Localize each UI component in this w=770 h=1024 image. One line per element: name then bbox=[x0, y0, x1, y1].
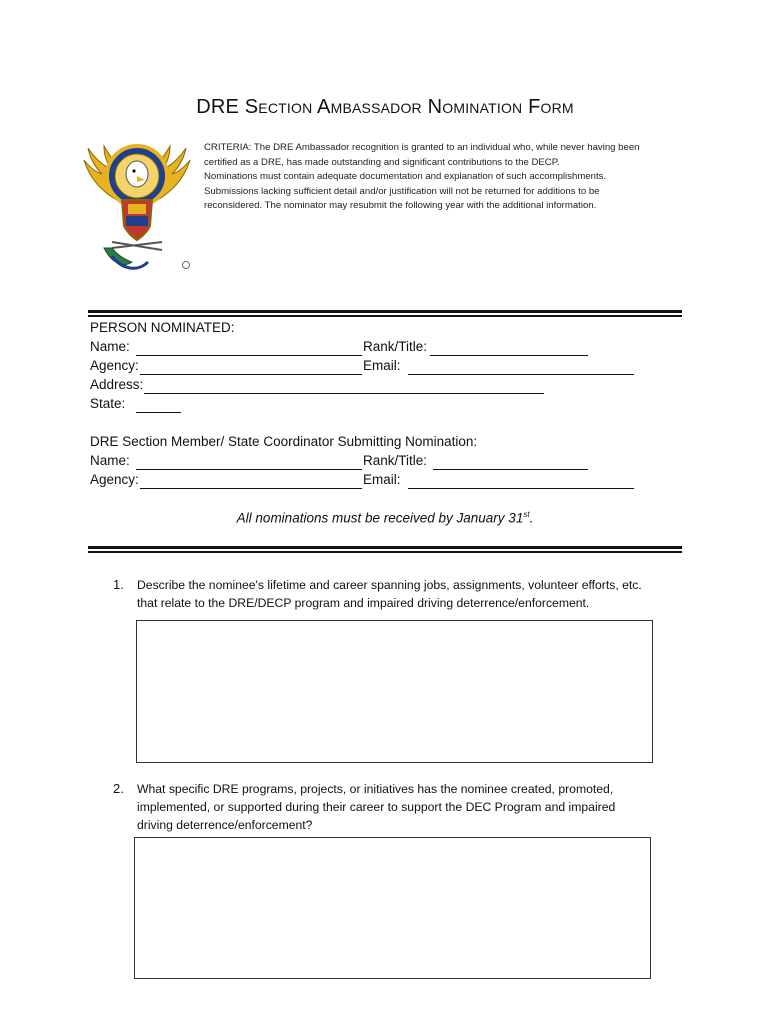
question-number: 2. bbox=[113, 781, 124, 796]
person-nominated-heading: PERSON NOMINATED: bbox=[90, 320, 235, 335]
deadline-superscript: st bbox=[523, 510, 530, 519]
deadline-notice bbox=[0, 510, 770, 526]
question-line: implemented, or supported during their career to support the DEC Program and impaired bbox=[137, 800, 616, 814]
eagle-emblem-icon bbox=[82, 138, 192, 274]
question-line: that relate to the DRE/DECP program and impaired driving deterrence/enforcement. bbox=[137, 596, 590, 610]
section-divider bbox=[88, 546, 682, 554]
email-label: Email: bbox=[363, 358, 401, 373]
dre-section-logo bbox=[82, 138, 192, 274]
section-divider bbox=[88, 310, 682, 318]
submitter-heading: DRE Section Member/ State Coordinator Submitting Nomination: bbox=[90, 434, 478, 449]
question-line: Describe the nominee's lifetime and career spanning jobs, assignments, volunteer efforts, etc. bbox=[137, 578, 642, 592]
question-1-text bbox=[137, 576, 697, 612]
agency-label: Agency: bbox=[90, 358, 139, 373]
question-2-text bbox=[137, 780, 697, 834]
criteria-line: CRITERIA: The DRE Ambassador recognition is granted to an individual who, while never having been bbox=[204, 142, 640, 153]
agency-label: Agency: bbox=[90, 472, 139, 487]
criteria-line: certified as a DRE, has made outstanding and significant contributions to the DECP. bbox=[204, 156, 560, 168]
criteria-line: Nominations must contain adequate documentation and explanation of such accomplishments. bbox=[204, 171, 607, 183]
question-line: What specific DRE programs, projects, or initiatives has the nominee created, promoted, bbox=[137, 782, 614, 796]
form-title: DRE Section Ambassador Nomination Form bbox=[196, 96, 574, 118]
question-number: 1. bbox=[113, 577, 124, 592]
rank-label: Rank/Title: bbox=[363, 339, 428, 354]
question-line: driving deterrence/enforcement? bbox=[137, 818, 313, 832]
question-1-answer-box[interactable] bbox=[136, 620, 653, 763]
deadline-text: All nominations must be received by January 31 bbox=[236, 510, 524, 526]
criteria-text bbox=[204, 141, 684, 214]
criteria-line: reconsidered. The nominator may resubmit the following year with the additional information. bbox=[204, 200, 597, 212]
email-label: Email: bbox=[363, 472, 401, 487]
state-label: State: bbox=[90, 396, 126, 411]
criteria-line: Submissions lacking sufficient detail and/or justification will not be returned for additions to be bbox=[204, 185, 600, 197]
rank-label: Rank/Title: bbox=[363, 453, 428, 468]
name-label: Name: bbox=[90, 453, 130, 468]
deadline-suffix: . bbox=[529, 510, 534, 526]
name-label: Name: bbox=[90, 339, 130, 354]
question-2-answer-box[interactable] bbox=[134, 837, 651, 979]
address-label: Address: bbox=[90, 377, 144, 392]
